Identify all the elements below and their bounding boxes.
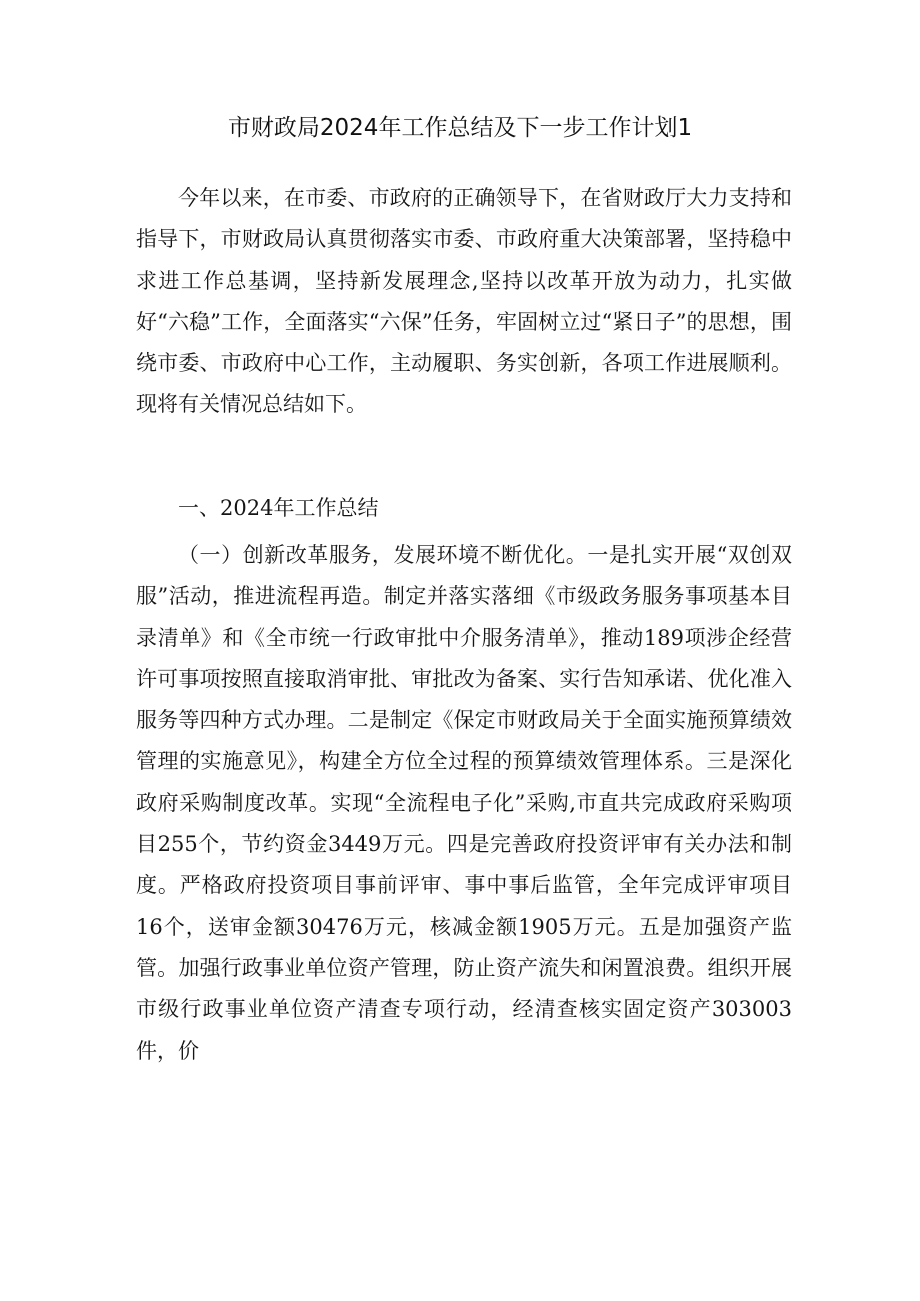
section-heading: 一、2024年工作总结: [178, 496, 379, 520]
document-title: 市财政局2024年工作总结及下一步工作计划1: [227, 115, 693, 141]
intro-paragraph: 今年以来，在市委、市政府的正确领导下，在省财政厅大力支持和指导下，市财政局认真贯彻落实市委、市政府重大决策部署，坚持稳中求进工作总基调，坚持新发展理念,坚持以改革开放为动力，扎实做好“六稳”工作，全面落实“六保”任务，牢固树立过“紧日子”的思想，围绕市委、市政府中心工作，主动履职、务实创新，各项工作进展顺利。现将有关情况总结如下。: [136, 186, 792, 417]
section-one-paragraph: （一）创新改革服务，发展环境不断优化。一是扎实开展“双创双服”活动，推进流程再造。制定并落实落细《市级政务服务事项基本目录清单》和《全市统一行政审批中介服务清单》，推动189项涉企经营许可事项按照直接取消审批、审批改为备案、实行告知承诺、优化准入服务等四种方式办理。二是制定《保定市财政局关于全面实施预算绩效管理的实施意见》，构建全方位全过程的预算绩效管理体系。三是深化政府采购制度改革。实现“全流程电子化”采购,市直共完成政府采购项目255个，节约资金3449万元。四是完善政府投资评审有关办法和制度。严格政府投资项目事前评审、事中事后监管，全年完成评审项目16个，送审金额30476万元，核减金额1905万元。五是加强资产监管。加强行政事业单位资产管理，防止资产流失和闲置浪费。组织开展市级行政事业单位资产清查专项行动，经清查核实固定资产303003件，价: [136, 543, 792, 1063]
